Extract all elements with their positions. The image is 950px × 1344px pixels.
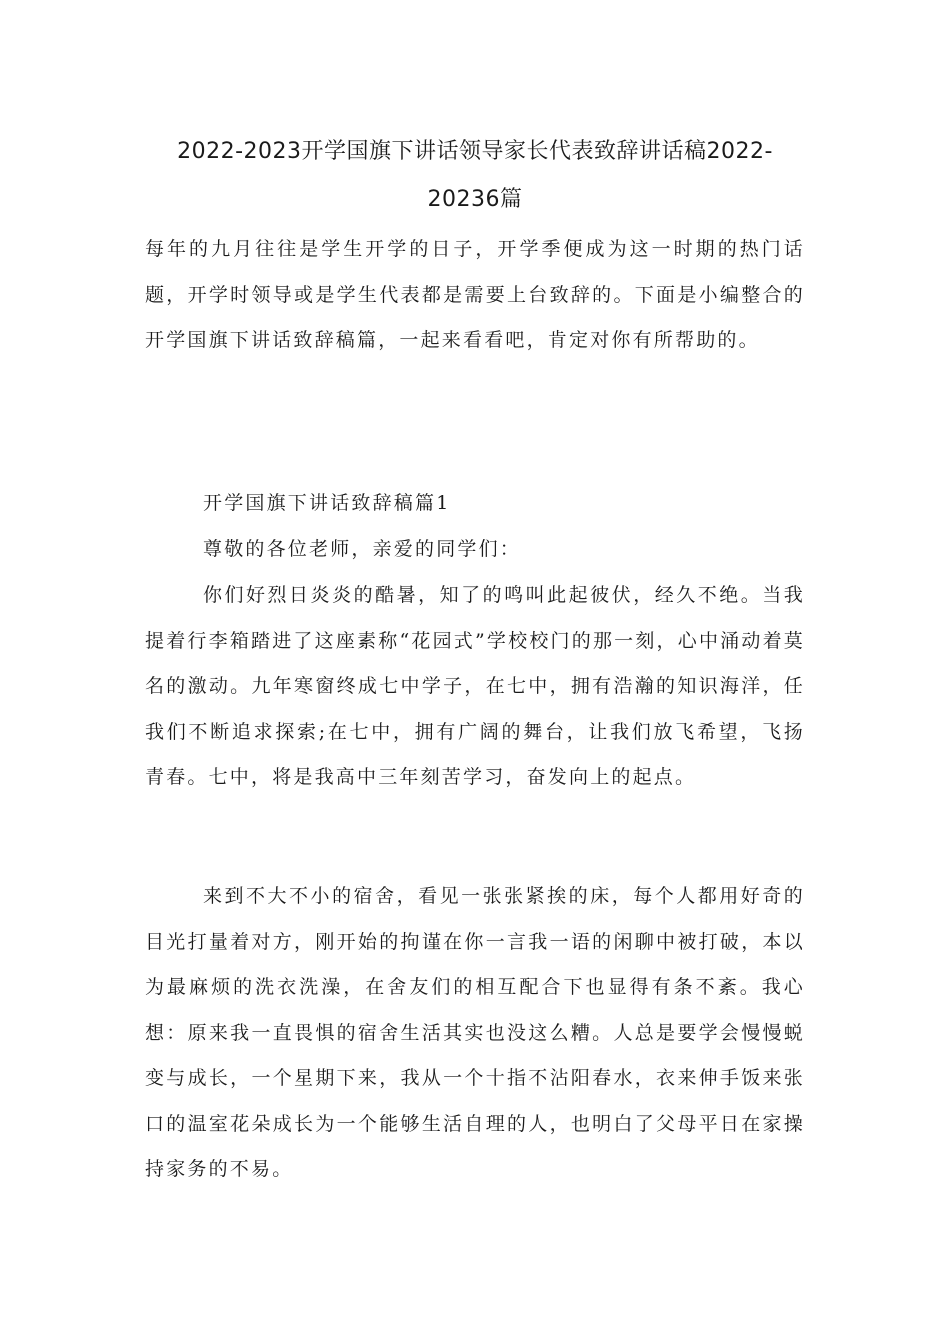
body-paragraph: 你们好烈日炎炎的酷暑，知了的鸣叫此起彼伏，经久不绝。当我提着行李箱踏进了这座素称“花园式”学校校门的那一刻，心中涌动着莫名的激动。九年寒窗终成七中学子，在七中，拥有浩瀚的知识海洋，任我们不断追求探索;在七中，拥有广阔的舞台，让我们放飞希望，飞扬青春。七中，将是我高中三年刻苦学习，奋发向上的起点。 (145, 584, 805, 788)
document-title: 2022-2023开学国旗下讲话领导家长代表致辞讲话稿2022-20236篇 (177, 139, 773, 212)
intro-paragraph (145, 227, 805, 364)
paragraph-block-2 (145, 874, 805, 1193)
intro-text: 每年的九月往往是学生开学的日子，开学季便成为这一时期的热门话题，开学时领导或是学生代表都是需要上台致辞的。下面是小编整合的开学国旗下讲话致辞稿篇，一起来看看吧，肯定对你有所帮助的。 (145, 238, 805, 351)
paragraph-block-1 (145, 573, 805, 801)
salutation-block (145, 527, 805, 573)
section-heading-block (145, 481, 805, 527)
body-paragraph: 来到不大不小的宿舍，看见一张张紧挨的床，每个人都用好奇的目光打量着对方，刚开始的拘谨在你一言我一语的闲聊中被打破，本以为最麻烦的洗衣洗澡，在舍友们的相互配合下也显得有条不紊。我心想：原来我一直畏惧的宿舍生活其实也没这么糟。人总是要学会慢慢蜕变与成长，一个星期下来，我从一个十指不沾阳春水，衣来伸手饭来张口的温室花朵成长为一个能够生活自理的人，也明白了父母平日在家操持家务的不易。 (145, 885, 805, 1180)
salutation: 尊敬的各位老师，亲爱的同学们： (203, 538, 522, 560)
section-heading: 开学国旗下讲话致辞稿篇1 (203, 492, 451, 514)
